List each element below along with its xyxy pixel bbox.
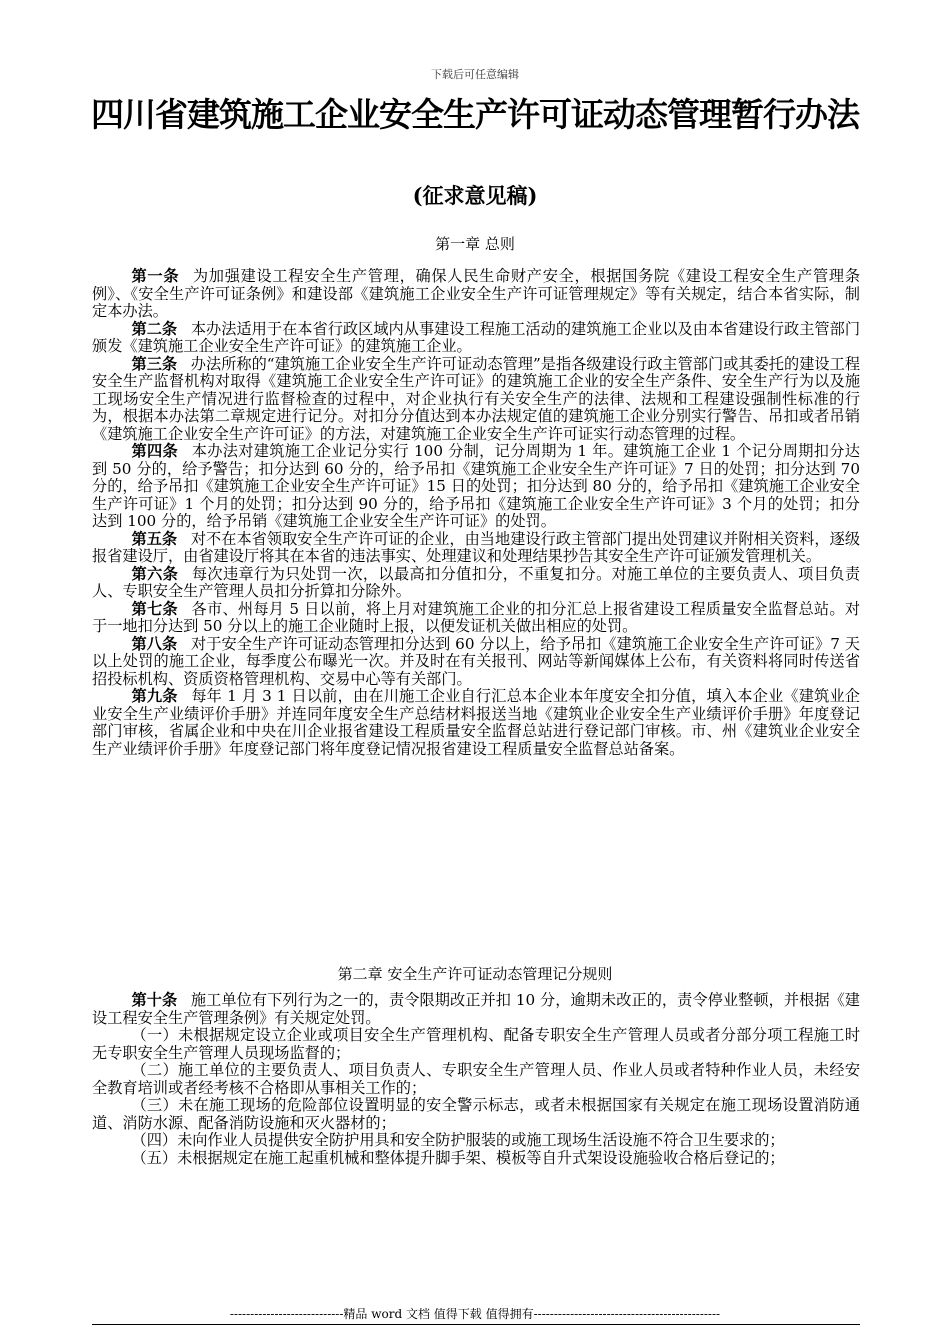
document-subtitle: (征求意见稿) xyxy=(412,183,538,208)
article-paragraph xyxy=(92,992,860,1027)
article-label: 第九条 xyxy=(131,687,178,705)
chapter-2-body xyxy=(92,992,860,1167)
article-paragraph xyxy=(92,268,860,321)
list-item: （五）未根据规定在施工起重机械和整体提升脚手架、模板等自升式架设设施验收合格后登记的； xyxy=(131,1148,785,1167)
article-label: 第八条 xyxy=(131,634,178,653)
article-label: 第六条 xyxy=(131,564,179,583)
article-label: 第五条 xyxy=(131,529,178,548)
article-label: 第七条 xyxy=(131,599,178,618)
article-text: 对不在本省领取安全生产许可证的企业，由当地建设行政主管部门提出处罚建议并附相关资料，逐级报省建设厅，由省建设厅将其在本省的违法事实、处理建议和处理结果抄告其安全生产许可证颁发管理机关。 xyxy=(92,529,861,565)
document-title: 四川省建筑施工企业安全生产许可证动态管理暂行办法 xyxy=(91,95,859,134)
article-text: 每年 1 月 3 1 日以前，由在川施工企业自行汇总本企业本年度安全扣分值，填入本企业《建筑业企业安全生产业绩评价手册》并连同年度安全生产总结材料报送当地《建筑业企业安全生产业绩评价手册》年度登记部门审核，省属企业和中央在川企业报省建设工程质量安全监督总站进行登记部门审核。市、州《建筑业企业安全生产业绩评价手册》年度登记部门将年度登记情况报省建设工程质量安全监督总站备案。 xyxy=(92,687,860,758)
article-text: 本办法适用于在本省行政区域内从事建设工程施工活动的建筑施工企业以及由本省建设行政主管部门颁发《建筑施工企业安全生产许可证》的建筑施工企业。 xyxy=(92,319,861,355)
footer-divider xyxy=(92,1324,860,1325)
article-paragraph xyxy=(92,566,860,601)
article-paragraph xyxy=(92,636,860,689)
article-text: 办法所称的“建筑施工企业安全生产许可证动态管理”是指各级建设行政主管部门或其委托的建设工程安全生产监督机构对取得《建筑施工企业安全生产许可证》的建筑施工企业的安全生产条件、安全生产行为以及施工现场安全生产情况进行监督检查的过程中，对企业执行有关安全生产的法律、法规和工程建设强制性标准的行为，根据本办法第二章规定进行记分。对扣分分值达到本办法规定值的建筑施工企业分别实行警告、吊扣或者吊销《建筑施工企业安全生产许可证》的方法，对建筑施工企业安全生产许可证实行动态管理的过程。 xyxy=(92,354,861,443)
article-label: 第三条 xyxy=(131,354,178,373)
article-paragraph xyxy=(92,443,860,531)
list-item: （四）未向作业人员提供安全防护用具和安全防护服装的或施工现场生活设施不符合卫生要求的； xyxy=(131,1131,785,1149)
article-label: 第一条 xyxy=(131,267,180,285)
article-paragraph xyxy=(92,321,860,356)
chapter-heading: 第一章 总则 xyxy=(435,235,515,253)
article-paragraph xyxy=(92,688,860,758)
article-text: 各市、州每月 5 日以前，将上月对建筑施工企业的扣分汇总上报省建设工程质量安全监督总站。对于一地扣分达到 50 分以上的施工企业随时上报，以便发证机关做出相应的处罚。 xyxy=(92,599,861,635)
header-note: 下载后可任意编辑 xyxy=(431,68,519,81)
article-paragraph xyxy=(92,356,860,444)
article-paragraph xyxy=(92,531,860,566)
article-text: 对于安全生产许可证动态管理扣分达到 60 分以上，给予吊扣《建筑施工企业安全生产许可证》7 天以上处罚的施工企业，每季度公布曝光一次。并及时在有关报刊、网站等新闻媒体上公布，有关资料将同时传送省招投标机构、资质资格管理机构、交易中心等有关部门。 xyxy=(92,634,860,688)
article-label: 第四条 xyxy=(131,442,179,460)
article-text: 施工单位有下列行为之一的，责令限期改正并扣 10 分，逾期未改正的，责令停业整顿，并根据《建设工程安全生产管理条例》有关规定处罚。 xyxy=(92,991,860,1027)
list-item: （三）未在施工现场的危险部位设置明显的安全警示标志，或者未根据国家有关规定在施工现场设置消防通道、消防水源、配备消防设施和灭火器材的； xyxy=(92,1096,860,1132)
article-paragraph xyxy=(92,601,860,636)
chapter-1-body xyxy=(92,268,860,758)
chapter-heading: 第二章 安全生产许可证动态管理记分规则 xyxy=(337,965,613,983)
article-label: 第二条 xyxy=(131,319,178,338)
article-text: 每次违章行为只处罚一次，以最高扣分值扣分，不重复扣分。对施工单位的主要负责人、项目负责人、专职安全生产管理人员扣分折算扣分除外。 xyxy=(92,564,861,600)
footer-note: ----------------------------精品 word 文档 值得下载 值得拥有---------------------------------------------- xyxy=(229,1307,721,1321)
list-item: （二）施工单位的主要负责人、项目负责人、专职安全生产管理人员、作业人员或者特种作业人员，未经安全教育培训或者经考核不合格即从事相关工作的； xyxy=(92,1061,860,1097)
list-item: （一）未根据规定设立企业或项目安全生产管理机构、配备专职安全生产管理人员或者分部分项工程施工时无专职安全生产管理人员现场监督的； xyxy=(92,1026,860,1062)
article-text: 本办法对建筑施工企业记分实行 100 分制，记分周期为 1 年。建筑施工企业 1 个记分周期扣分达到 50 分的，给予警告；扣分达到 60 分的，给予吊扣《建筑施工企业安全生产许可证》7 日的处罚；扣分达到 70 分的，给予吊扣《建筑施工企业安全生产许可证》15 日的处罚；扣分达到 80 分的，给予吊扣《建筑施工企业安全生产许可证》1 个月的处罚；扣分达到 90 分的，给予吊扣《建筑施工企业安全生产许可证》3 个月的处罚；扣分达到 100 分的，给予吊销《建筑施工企业安全生产许可证》的处罚。 xyxy=(92,442,860,530)
article-text: 为加强建设工程安全生产管理，确保人民生命财产安全，根据国务院《建设工程安全生产管理条例》、《安全生产许可证条例》和建设部《建筑施工企业安全生产许可证管理规定》等有关规定，结合本省实际，制定本办法。 xyxy=(92,267,861,320)
article-label: 第十条 xyxy=(131,991,178,1009)
